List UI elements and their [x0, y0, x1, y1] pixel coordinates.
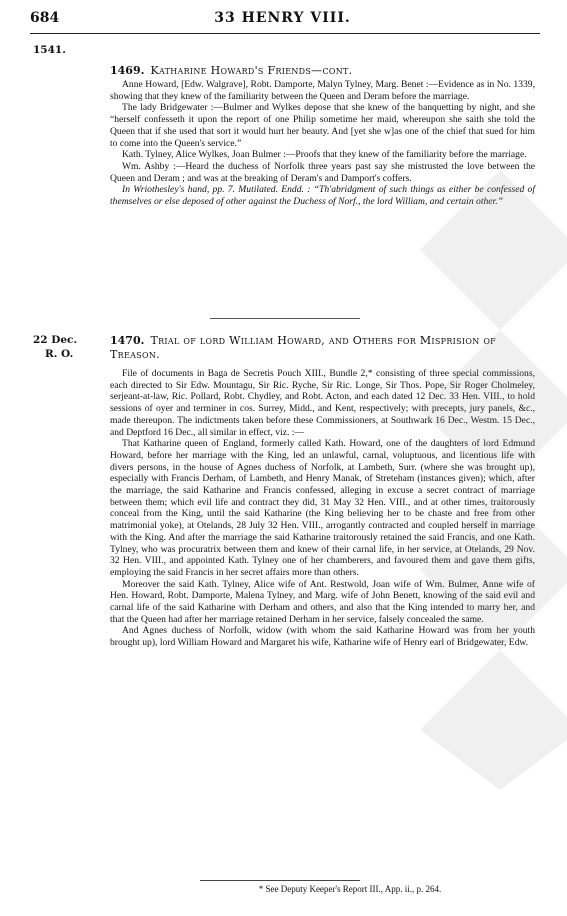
entry-1470-date: 22 Dec.: [33, 334, 78, 346]
header-rule: [30, 33, 540, 34]
entry-1470-paragraph: That Katharine queen of England, formerly called Kath. Howard, one of the daughters of lord Edmund Howard, before her marriage with the King, led an unlawful, carnal, voluptuous, and licentious life with divers persons, in the house of Agnes duchess of Norfolk, at Lambeth, Surr. (where she was brought up), especially with Francis Derham, of Lambeth, and Henry Manak, of Streteham (instances given); which, after the marriage, the said Katharine and Francis confessed, alleging in excuse a secret contract of marriage between them; which evil life and contract they did, 31 May 32 Hen. VIII., and at other times, traitorously conceal from the King, until the said Katharine (the King believing her to be chaste and free from other matrimonial yoke), at Otelands, 28 July 32 Hen. VIII., arrogantly contracted and coupled herself in marriage with the King. And after the marriage the said Katharine traitorously retained the said Francis, and one Kath. Tylney, who was procuratrix between them and knew of their carnal life, in her service, at Otelands, 29 Nov. 32 Hen. VIII., and appointed Kath. Tylney one of her chamberers, and favoured them and gave them gifts, employing the said Francis in her secret affairs more than others.: [110, 438, 535, 578]
entry-1469-heading: Katharine Howard's Friends—cont.: [150, 64, 353, 77]
footnote: * See Deputy Keeper's Report III., App. ii., p. 264.: [258, 884, 442, 894]
year-margin: 1541.: [33, 44, 66, 56]
entry-1469-title: [110, 64, 535, 78]
entry-1470-paragraph: File of documents in Baga de Secretis Pouch XIII., Bundle 2,* consisting of three special commissions, each directed to Sir Edw. Mountagu, Sir Ric. Ryche, Sir Ric. Longe, Sir Thos. Pope, Sir Roger Cholmeley, serjeant-at-law, Ric. Pollard, Robt. Chydley, and Robt. Acton, and each dated 12 Dec. 33 Hen. VIII., to hold sessions of oyer and terminer in cos. Surrey, Midd., and Kent, respectively; with precepts, jury panels, &c., made thereupon. The indictments taken before these Commissioners, at Southwark 16 Dec., Westm. 15 Dec., and Deptford 16 Dec., all similar in effect, viz. :—: [110, 368, 535, 438]
section-divider: [210, 318, 360, 319]
entry-1469-paragraph: The lady Bridgewater :—Bulmer and Wylkes depose that she knew of the banquetting by night, and she “herself confesseth it upon the report of one Philip sometime her maid, whereupon she saith she told the Queen that if she used that sort it would hurt her beauty. And [yet she w]as one of the chief that sued for him to come into the Queen's service.”: [110, 102, 535, 149]
entry-1470-source: R. O.: [45, 348, 74, 360]
entry-1469-number: 1469.: [110, 64, 145, 77]
entry-1469-closing: In Wriothesley's hand, pp. 7. Mutilated. Endd. : “Th'abridgment of such things as either be confessed of themselves or else deposed of other against the Duchess of Norf., the lord William, and certain other.”: [110, 184, 535, 208]
page-number: 684: [30, 10, 60, 26]
entry-1470-paragraph: Moreover the said Kath. Tylney, Alice wife of Ant. Restwold, Joan wife of Wm. Bulmer, Anne wife of Hen. Howard, Robt. Damporte, Malena Tylney, and Marg. wife of John Benett, knowing of the said evil and carnal life of the said Katharine with Derham and others, and also that the King intended to marry her, and that the Queen had after her marriage retained Derham in her service, falsely concealed the same.: [110, 578, 535, 625]
entry-1469-paragraph: Kath. Tylney, Alice Wylkes, Joan Bulmer :—Proofs that they knew of the familiarity before the marriage.: [122, 149, 527, 161]
entry-1470-body: [110, 368, 535, 649]
page-header: [30, 10, 535, 28]
entry-1470-title: [110, 334, 535, 362]
entry-1470-heading: Trial of lord William Howard, and Others for Misprision of Treason.: [110, 334, 497, 361]
footnote-rule: [200, 880, 360, 881]
running-head: 33 HENRY VIII.: [214, 10, 351, 26]
entry-1469-body: [110, 79, 535, 208]
entry-1470-number: 1470.: [110, 334, 145, 347]
entry-1469-paragraph: Anne Howard, [Edw. Walgrave], Robt. Damporte, Malyn Tylney, Marg. Benet :—Evidence as in No. 1339, showing that they knew of the familiarity between the Queen and Deram before the marriage.: [110, 79, 535, 102]
entry-1470-paragraph: And Agnes duchess of Norfolk, widow (with whom the said Katharine Howard was from her youth brought up), lord William Howard and Margaret his wife, Katharine wife of Henry earl of Bridgewater, Edw.: [110, 625, 535, 649]
entry-1469-paragraph: Wm. Ashby :—Heard the duchess of Norfolk three years past say she mistrusted the love between the Queen and Deram ; and was at the breaking of Deram's and Damport's coffers.: [110, 160, 535, 184]
